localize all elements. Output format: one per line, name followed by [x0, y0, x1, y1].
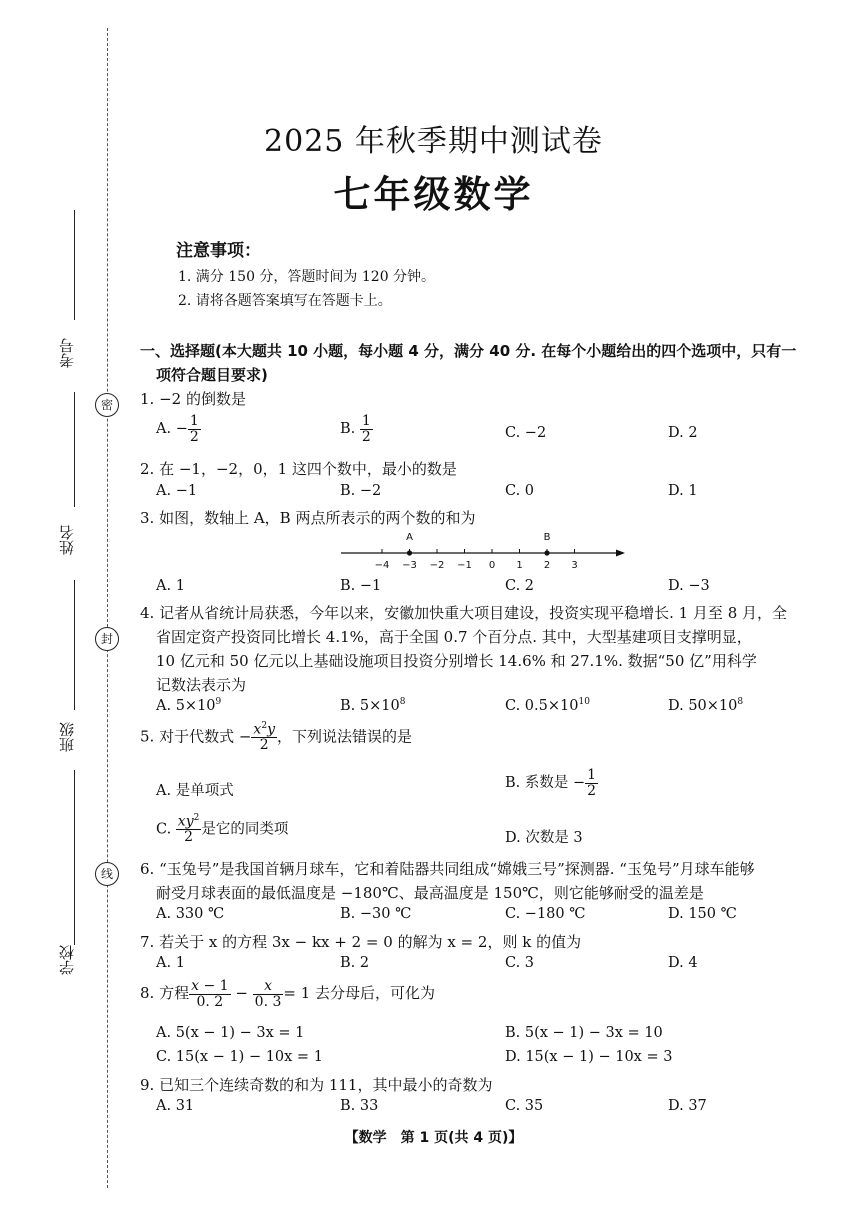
q8-option-c: C. 15(x − 1) − 10x = 1 [156, 1049, 323, 1065]
q1-stem: 1. −2 的倒数是 [140, 390, 246, 408]
q5-option-c: C. $\frac{xy^2}{2}$ 是它的同类项 [156, 813, 289, 846]
q6-option-a: A. 330 ℃ [156, 906, 225, 922]
q7-option-d: D. 4 [668, 955, 698, 971]
school-line [74, 770, 75, 945]
exam-title: 2025 年秋季期中测试卷 [264, 124, 603, 159]
q5-expression: $\frac{x^2y}{2}$ [253, 721, 275, 754]
q7-option-c: C. 3 [505, 955, 535, 971]
q9-option-c: C. 35 [505, 1098, 544, 1114]
name-label: 姓名 [58, 525, 76, 555]
axis-tick-label: 2 [543, 560, 551, 571]
q4-option-c: C. $0.5\times 10^{10}$ [505, 697, 590, 714]
q4-option-b: B. $5\times 10^8$ [340, 697, 406, 714]
seal-mi: 密 [95, 393, 119, 417]
notes-title: 注意事项： [176, 241, 261, 261]
q6-option-d: D. 150 ℃ [668, 906, 737, 922]
point-b-label: B [543, 532, 551, 543]
exam-number-label: 考号 [58, 338, 76, 368]
q8-option-b: B. 5(x − 1) − 3x = 10 [505, 1025, 663, 1041]
axis-tick-label: 3 [571, 560, 578, 571]
q5-option-d: D. 次数是 3 [505, 830, 583, 846]
q3-option-d: D. −3 [668, 578, 710, 594]
q8-stem: 8. 方程 $\frac{x - 1}{0. 2}$ − $\frac{x}{0. 3}$ = 1 去分母后，可化为 [140, 978, 436, 1010]
q1-option-c: C. −2 [505, 425, 547, 441]
q8-option-a: A. 5(x − 1) − 3x = 1 [156, 1025, 305, 1041]
point-b-dot [544, 550, 549, 555]
axis-tick-label: −4 [374, 560, 390, 571]
q5-option-a: A. 是单项式 [156, 783, 234, 799]
q7-option-b: B. 2 [340, 955, 370, 971]
q3-option-c: C. 2 [505, 578, 535, 594]
q2-stem: 2. 在 −1，−2，0，1 这四个数中，最小的数是 [140, 460, 457, 478]
q4-line: 省固定资产投资同比增长 4.1%，高于全国 0.7 个百分点. 其中，大型基建项目支撑明显， [156, 628, 752, 646]
exam-number-line [74, 210, 75, 320]
q1-option-a: A. − $\frac{1}{2}$ [156, 413, 199, 445]
class-label: 班级 [58, 722, 76, 752]
q9-option-d: D. 37 [668, 1098, 707, 1114]
axis-tick-label: −2 [429, 560, 445, 571]
axis-tick-label: −1 [457, 560, 472, 571]
axis-tick-label: −3 [402, 560, 417, 571]
q5-option-b: B. 系数是 − $\frac{1}{2}$ [505, 767, 597, 799]
q7-option-a: A. 1 [156, 955, 185, 971]
q6-line: 耐受月球表面的最低温度是 −180℃、最高温度是 150℃，则它能够耐受的温差是 [156, 884, 704, 902]
q2-option-d: D. 1 [668, 483, 698, 499]
q8-fraction-2: $\frac{x}{0. 3}$ [254, 978, 282, 1010]
page-footer: 【数学 第 1 页(共 4 页)】 [344, 1130, 523, 1146]
q9-option-a: A. 31 [156, 1098, 195, 1114]
seal-xian: 线 [95, 862, 119, 886]
point-a-label: A [406, 532, 413, 543]
q1-option-b: B. $\frac{1}{2}$ [340, 413, 371, 445]
q6-line: 6. “玉兔号”是我国首辆月球车，它和着陆器共同组成“嫦娥三号”探测器. “玉兔号”月球车能够 [140, 860, 755, 878]
q4-line: 10 亿元和 50 亿元以上基础设施项目投资分别增长 14.6% 和 27.1%. 数据“50 亿”用科学 [156, 652, 757, 670]
seal-feng: 封 [95, 627, 119, 651]
q3-option-b: B. −1 [340, 578, 382, 594]
axis-tick-label: 1 [516, 560, 523, 571]
q5-stem: 5. 对于代数式 − $\frac{x^2y}{2}$ ，下列说法错误的是 [140, 721, 412, 754]
number-line-figure [335, 527, 635, 575]
q2-option-c: C. 0 [505, 483, 535, 499]
q7-stem: 7. 若关于 x 的方程 3x − kx + 2 = 0 的解为 x = 2，则 k 的值为 [140, 933, 582, 951]
q4-option-d: D. $50\times 10^8$ [668, 697, 744, 714]
section-heading-cont: 项符合题目要求) [156, 366, 268, 384]
q1-option-d: D. 2 [668, 425, 698, 441]
exam-subtitle: 七年级数学 [333, 173, 534, 216]
q6-option-c: C. −180 ℃ [505, 906, 586, 922]
name-line-1 [74, 392, 75, 507]
q9-option-b: B. 33 [340, 1098, 379, 1114]
q4-line: 记数法表示为 [156, 676, 247, 694]
q9-stem: 9. 已知三个连续奇数的和为 111，其中最小的奇数为 [140, 1076, 493, 1094]
q4-line: 4. 记者从省统计局获悉，今年以来，安徽加快重大项目建设，投资实现平稳增长. 1 月至 8 月，全 [140, 604, 788, 622]
point-a-dot [407, 550, 412, 555]
q3-stem: 3. 如图，数轴上 A，B 两点所表示的两个数的和为 [140, 509, 476, 527]
note-item: 2. 请将各题答案填写在答题卡上。 [178, 293, 392, 309]
q4-option-a: A. $5\times 10^9$ [156, 697, 222, 714]
note-item: 1. 满分 150 分，答题时间为 120 分钟。 [178, 269, 436, 285]
axis-tick-label: 0 [488, 560, 496, 571]
class-line [74, 580, 75, 710]
q2-option-a: A. −1 [156, 483, 198, 499]
axis-arrow [616, 550, 625, 557]
q6-option-b: B. −30 ℃ [340, 906, 412, 922]
q8-fraction-1: $\frac{x - 1}{0. 2}$ [191, 978, 229, 1010]
section-heading: 一、选择题(本大题共 10 小题，每小题 4 分，满分 40 分. 在每个小题给出的四个选项中，只有一 [140, 342, 797, 360]
q8-option-d: D. 15(x − 1) − 10x = 3 [505, 1049, 673, 1065]
q3-option-a: A. 1 [156, 578, 185, 594]
q2-option-b: B. −2 [340, 483, 382, 499]
school-label: 学校 [58, 945, 76, 975]
